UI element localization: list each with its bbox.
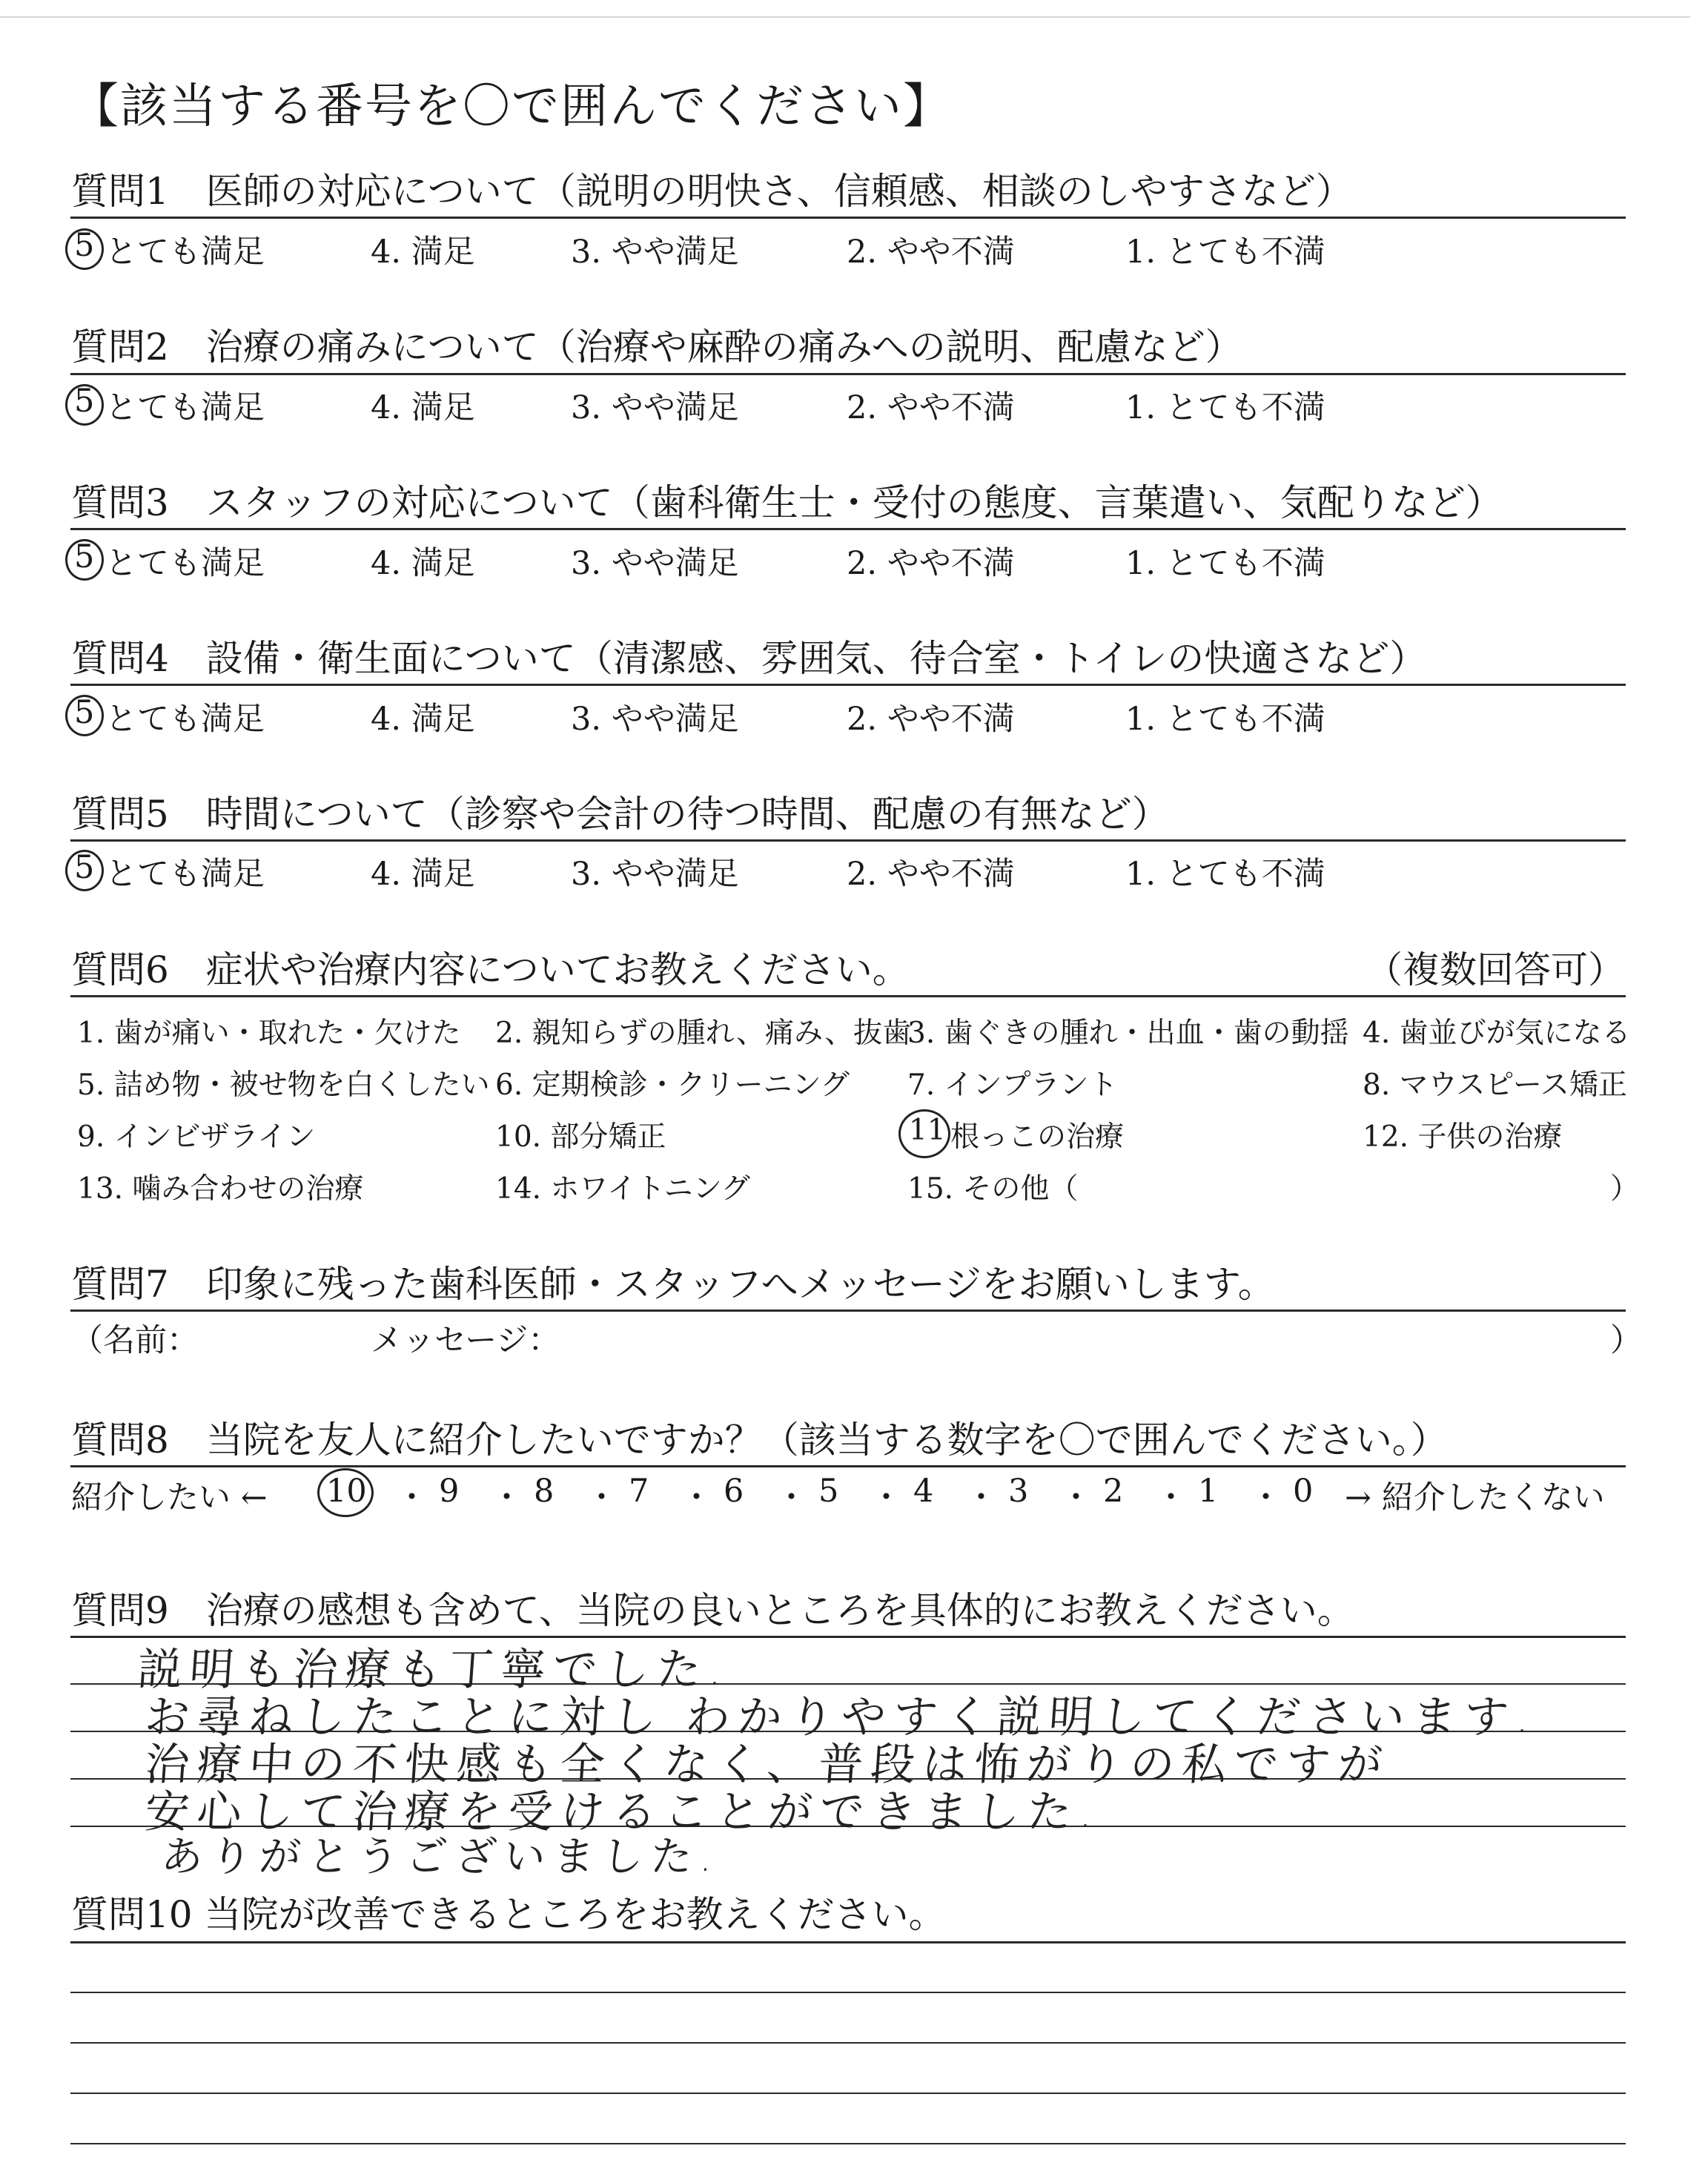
scale-3[interactable]: 3 bbox=[1008, 1473, 1029, 1510]
rating-2[interactable]: 2. やや不満 bbox=[847, 545, 1015, 582]
recommend-left-label: 紹介したい ← bbox=[71, 1479, 268, 1516]
rating-5-number[interactable]: 5 bbox=[74, 694, 95, 731]
question-6-rule bbox=[70, 995, 1626, 997]
rating-5-number[interactable]: 5 bbox=[74, 227, 95, 264]
scale-dot: ・ bbox=[681, 1479, 712, 1516]
rating-1[interactable]: 1. とても不満 bbox=[1125, 545, 1325, 582]
rating-5-number[interactable]: 5 bbox=[74, 383, 95, 420]
message-field-label[interactable]: メッセージ： bbox=[371, 1322, 560, 1359]
rating-5-label[interactable]: とても満足 bbox=[105, 856, 265, 893]
symptom-option[interactable]: 12. 子供の治療 bbox=[1363, 1120, 1563, 1154]
handwritten-answer-line[interactable]: 安心して治療を受けることができました. bbox=[143, 1786, 1103, 1838]
question-10: 質問10 当院が改善できるところをお教えください。 bbox=[71, 1893, 946, 1936]
rating-1[interactable]: 1. とても不満 bbox=[1125, 701, 1325, 738]
question-3-rule bbox=[70, 528, 1626, 530]
scale-8[interactable]: 8 bbox=[534, 1473, 555, 1510]
scan-top-edge bbox=[0, 16, 1690, 18]
scale-9[interactable]: 9 bbox=[439, 1473, 460, 1510]
scale-6[interactable]: 6 bbox=[724, 1473, 744, 1510]
scale-0[interactable]: 0 bbox=[1293, 1473, 1314, 1510]
scale-dot: ・ bbox=[965, 1479, 997, 1516]
symptom-option[interactable]: 2. 親知らずの腫れ、痛み、抜歯 bbox=[495, 1017, 912, 1050]
rating-2[interactable]: 2. やや不満 bbox=[847, 856, 1015, 893]
rating-5-label[interactable]: とても満足 bbox=[105, 545, 265, 582]
form-title: 【該当する番号を〇で囲んでください】 bbox=[71, 79, 952, 134]
question-7-rule bbox=[70, 1309, 1626, 1312]
scale-dot: ・ bbox=[586, 1479, 618, 1516]
rating-4[interactable]: 4. 満足 bbox=[371, 234, 475, 271]
question-3: 質問3 スタッフの対応について（歯科衛生士・受付の態度、言葉遣い、気配りなど） bbox=[71, 481, 1503, 524]
question-5-rule bbox=[70, 839, 1626, 842]
rating-1[interactable]: 1. とても不満 bbox=[1125, 389, 1325, 426]
question-7: 質問7 印象に残った歯科医師・スタッフへメッセージをお願いします。 bbox=[71, 1263, 1275, 1306]
message-close-paren: ） bbox=[1610, 1322, 1642, 1359]
question-8: 質問8 当院を友人に紹介したいですか？（該当する数字を〇で囲んでください。） bbox=[71, 1418, 1448, 1462]
answer-line bbox=[70, 1992, 1626, 1993]
handwritten-answer-line[interactable]: 治療中の不快感も全くなく、普段は怖がりの私ですが bbox=[143, 1739, 1391, 1791]
rating-3[interactable]: 3. やや満足 bbox=[571, 234, 739, 271]
rating-5-number[interactable]: 5 bbox=[74, 849, 95, 886]
handwritten-answer-line[interactable]: お尋ねしたことに対し わかりやすく説明してくださいます. bbox=[143, 1691, 1540, 1743]
symptom-option[interactable]: 3. 歯ぐきの腫れ・出血・歯の動揺 bbox=[907, 1017, 1349, 1050]
scale-4[interactable]: 4 bbox=[913, 1473, 934, 1510]
symptom-option[interactable]: 9. インビザライン bbox=[77, 1120, 316, 1154]
rating-1[interactable]: 1. とても不満 bbox=[1125, 234, 1325, 271]
scale-dot: ・ bbox=[1250, 1479, 1282, 1516]
symptom-option-number[interactable]: 11 bbox=[909, 1114, 946, 1147]
rating-3[interactable]: 3. やや満足 bbox=[571, 545, 739, 582]
scale-dot: ・ bbox=[1060, 1479, 1092, 1516]
symptom-option[interactable]: 根っこの治療 bbox=[950, 1120, 1125, 1154]
scale-1[interactable]: 1 bbox=[1198, 1473, 1219, 1510]
rating-5-label[interactable]: とても満足 bbox=[105, 234, 265, 271]
scale-10[interactable]: 10 bbox=[326, 1473, 367, 1510]
answer-line bbox=[70, 2143, 1626, 2144]
scale-dot: ・ bbox=[870, 1479, 902, 1516]
rating-4[interactable]: 4. 満足 bbox=[371, 545, 475, 582]
scale-5[interactable]: 5 bbox=[818, 1473, 839, 1510]
rating-3[interactable]: 3. やや満足 bbox=[571, 701, 739, 738]
answer-line bbox=[70, 2042, 1626, 2044]
rating-4[interactable]: 4. 満足 bbox=[371, 856, 475, 893]
scale-dot: ・ bbox=[396, 1479, 428, 1516]
question-5: 質問5 時間について（診察や会計の待つ時間、配慮の有無など） bbox=[71, 793, 1169, 836]
question-1: 質問1 医師の対応について（説明の明快さ、信頼感、相談のしやすさなど） bbox=[71, 170, 1353, 213]
rating-5-label[interactable]: とても満足 bbox=[105, 701, 265, 738]
scale-dot: ・ bbox=[775, 1479, 807, 1516]
symptom-option[interactable]: 6. 定期検診・クリーニング bbox=[495, 1069, 850, 1102]
question-8-rule bbox=[70, 1465, 1626, 1467]
scale-7[interactable]: 7 bbox=[629, 1473, 649, 1510]
question-6: 質問6 症状や治療内容についてお教えください。 bbox=[71, 948, 910, 991]
question-2-rule bbox=[70, 373, 1626, 375]
symptom-option[interactable]: 1. 歯が痛い・取れた・欠けた bbox=[77, 1017, 461, 1050]
other-close-paren: ） bbox=[1610, 1172, 1640, 1206]
handwritten-answer-line[interactable]: 説明も治療も丁寧でした. bbox=[136, 1644, 732, 1696]
question-10-rule bbox=[70, 1941, 1626, 1943]
question-2: 質問2 治療の痛みについて（治療や麻酔の痛みへの説明、配慮など） bbox=[71, 326, 1242, 369]
question-4: 質問4 設備・衛生面について（清潔感、雰囲気、待合室・トイレの快適さなど） bbox=[71, 637, 1427, 680]
recommend-right-label: → 紹介したくない bbox=[1345, 1479, 1605, 1516]
scale-dot: ・ bbox=[1155, 1479, 1187, 1516]
rating-4[interactable]: 4. 満足 bbox=[371, 389, 475, 426]
rating-2[interactable]: 2. やや不満 bbox=[847, 389, 1015, 426]
rating-5-number[interactable]: 5 bbox=[74, 538, 95, 575]
scale-dot: ・ bbox=[491, 1479, 523, 1516]
question-1-rule bbox=[70, 217, 1626, 219]
question-4-rule bbox=[70, 684, 1626, 686]
symptom-option-other[interactable]: 15. その他（ bbox=[907, 1172, 1079, 1206]
rating-2[interactable]: 2. やや不満 bbox=[847, 701, 1015, 738]
symptom-option[interactable]: 10. 部分矯正 bbox=[495, 1120, 666, 1154]
symptom-option[interactable]: 14. ホワイトニング bbox=[495, 1172, 750, 1206]
rating-5-label[interactable]: とても満足 bbox=[105, 389, 265, 426]
symptom-option[interactable]: 13. 噛み合わせの治療 bbox=[77, 1172, 364, 1206]
rating-4[interactable]: 4. 満足 bbox=[371, 701, 475, 738]
symptom-option[interactable]: 4. 歯並びが気になる bbox=[1363, 1017, 1631, 1050]
question-9: 質問9 治療の感想も含めて、当院の良いところを具体的にお教えください。 bbox=[71, 1589, 1354, 1632]
rating-3[interactable]: 3. やや満足 bbox=[571, 389, 739, 426]
symptom-option[interactable]: 8. マウスピース矯正 bbox=[1363, 1069, 1627, 1102]
rating-2[interactable]: 2. やや不満 bbox=[847, 234, 1015, 271]
answer-line bbox=[70, 2093, 1626, 2094]
rating-3[interactable]: 3. やや満足 bbox=[571, 856, 739, 893]
scale-2[interactable]: 2 bbox=[1103, 1473, 1124, 1510]
symptom-option[interactable]: 5. 詰め物・被せ物を白くしたい bbox=[77, 1069, 490, 1102]
multiple-answers-note: （複数回答可） bbox=[1366, 948, 1625, 991]
symptom-option[interactable]: 7. インプラント bbox=[907, 1069, 1118, 1102]
handwritten-answer-line[interactable]: ありがとうございました. bbox=[159, 1833, 722, 1881]
rating-1[interactable]: 1. とても不満 bbox=[1125, 856, 1325, 893]
name-field-label[interactable]: （名前： bbox=[71, 1322, 199, 1359]
